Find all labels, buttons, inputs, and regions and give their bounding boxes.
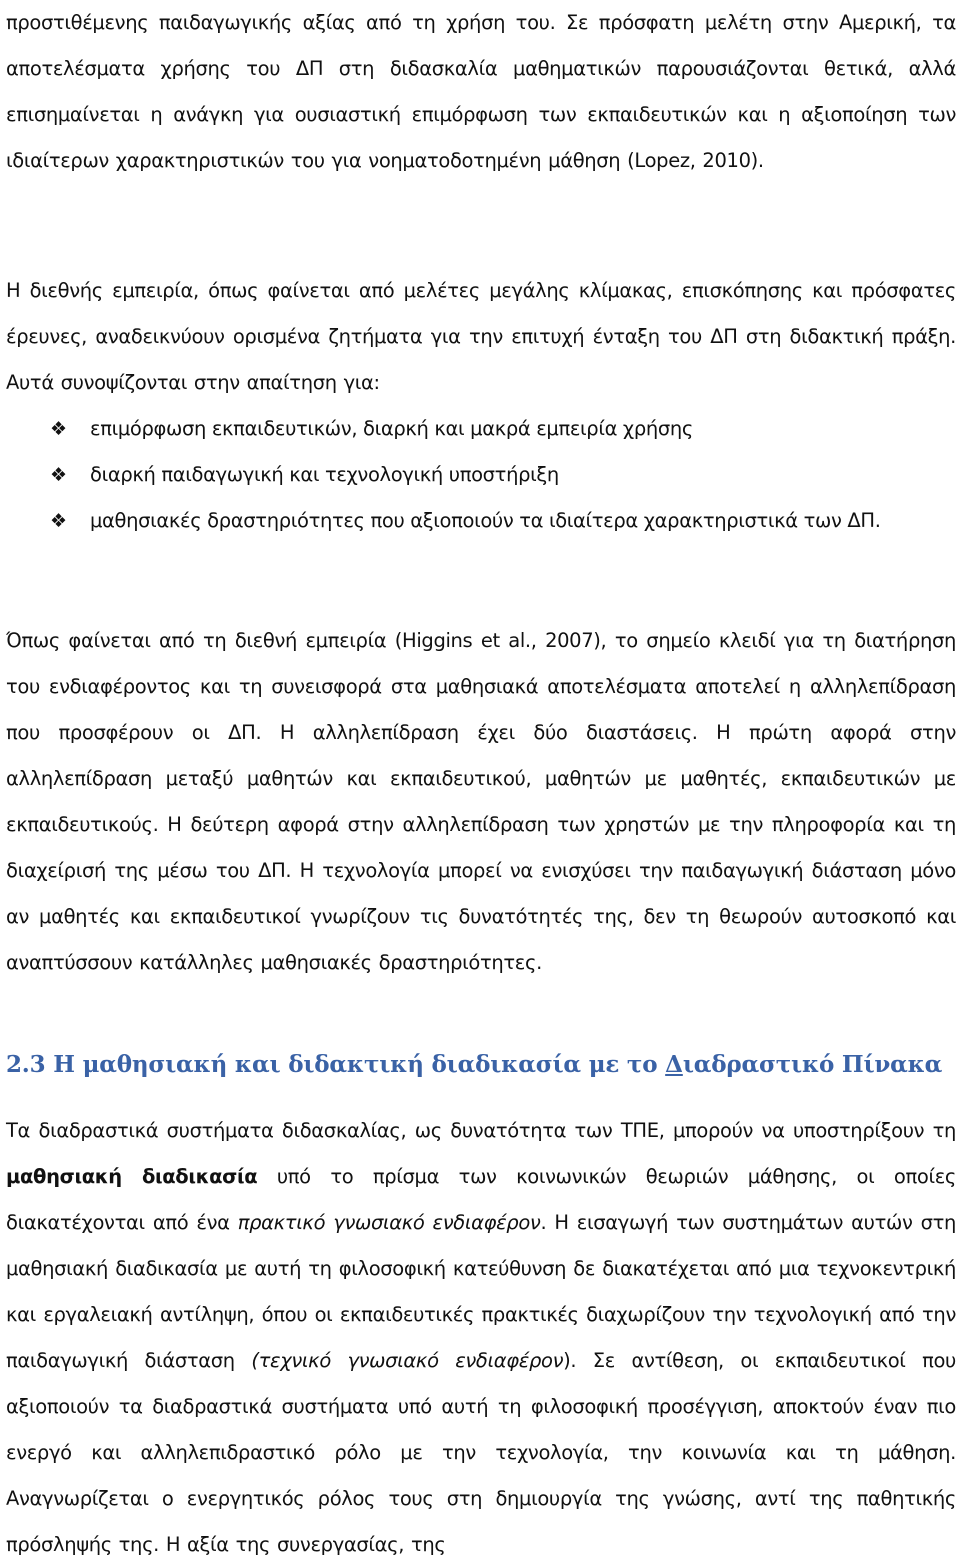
list-item-text: διαρκή παιδαγωγική και τεχνολογική υποστήριξη bbox=[90, 463, 559, 486]
diamond-bullet-icon: ❖ bbox=[50, 464, 67, 486]
section-heading bbox=[6, 1042, 942, 1088]
paragraph-interaction: Όπως φαίνεται από τη διεθνή εμπειρία (Higgins et al., 2007), το σημείο κλειδί για τη διατήρηση του ενδιαφέροντος και τη συνεισφορά στα μαθησιακά αποτελέσματα αποτελεί η αλληλεπίδραση που προσφέρουν οι ΔΠ. Η αλληλεπίδραση έχει δύο διαστάσεις. Η πρώτη αφορά στην αλληλεπίδραση μεταξύ μαθητών και εκπαιδευτικού, μαθητών με μαθητές, εκπαιδευτικών με εκπαιδευτικούς. Η δεύτερη αφορά στην αλληλεπίδραση των χρηστών με την πληροφορία και τη διαχείρισή της μέσω του ΔΠ. Η τεχνολογία μπορεί να ενισχύσει την παιδαγωγική διάσταση μόνο αν μαθητές και εκπαιδευτικοί γνωρίζουν τις δυνατότητές της, δεν τη θεωρούν αυτοσκοπό και αναπτύσσουν κατάλληλες μαθησιακές δραστηριότητες. bbox=[6, 629, 956, 974]
requirements-list bbox=[6, 406, 956, 544]
list-item bbox=[6, 498, 956, 544]
section-title-part: ιαδραστικό Πίνακα bbox=[682, 1051, 943, 1078]
paragraph-sentence: Σε πρόσφατη μελέτη στην Αμερική, τα αποτελέσματα χρήσης του ΔΠ στη διδασκαλία μαθηματικών παρουσιάζονται θετικά, αλλά επισημαίνεται η ανάγκη για ουσιαστική επιμόρφωση των εκπαιδευτικών και η αξιοποίηση των ιδιαίτερων χαρακτηριστικών του για νοηματοδοτημένη μάθηση (Lopez, 2010). bbox=[6, 11, 956, 172]
section-title-part: Η μαθησιακή και διδακτική διαδικασία με το bbox=[53, 1051, 658, 1078]
text-run: ). Σε αντίθεση, οι εκπαιδευτικοί που αξιοποιούν τα διαδραστικά συστήματα υπό αυτή τη φιλοσοφική προσέγγιση, αποκτούν έναν πιο ενεργό και αλληλεπιδραστικό ρόλο με την τεχνολογία, την κοινωνία και τη μάθηση. Αναγνωρίζεται ο ενεργητικός ρόλος τους στη δημιουργία της γνώσης, αντί της παθητικής πρόσληψής της. Η αξία της συνεργασίας, της bbox=[6, 1349, 956, 1556]
italic-term: (τεχνικό γνωσιακό ενδιαφέρον bbox=[251, 1349, 564, 1372]
list-item bbox=[6, 406, 956, 452]
diamond-bullet-icon: ❖ bbox=[50, 510, 67, 532]
paragraph-sentence: προστιθέμενης παιδαγωγικής αξίας από τη χρήση του. bbox=[6, 11, 556, 34]
italic-term: πρακτικό γνωσιακό ενδιαφέρον bbox=[237, 1211, 541, 1234]
paragraph-international-experience: Η διεθνής εμπειρία, όπως φαίνεται από μελέτες μεγάλης κλίμακας, επισκόπησης και πρόσφατες έρευνες, αναδεικνύουν ορισμένα ζητήματα για την επιτυχή ένταξη του ΔΠ στη διδακτική πράξη. Αυτά συνοψίζονται στην απαίτηση για: bbox=[6, 279, 956, 394]
paragraph-research-lopez bbox=[6, 0, 956, 184]
paragraph-learning-process bbox=[6, 1108, 956, 1568]
list-item-text: μαθησιακές δραστηριότητες που αξιοποιούν τα ιδιαίτερα χαρακτηριστικά των ΔΠ. bbox=[90, 509, 881, 532]
list-item bbox=[6, 452, 956, 498]
text-run: υπό το πρίσμα των κοινωνικών θεωριών μάθησης, οι οποίες διακατέχονται από ένα bbox=[6, 1165, 956, 1234]
text-run: Τα διαδραστικά συστήματα διδασκαλίας, ως δυνατότητα των ΤΠΕ, μπορούν να υποστηρίξουν τη bbox=[6, 1119, 956, 1142]
section-title-underlined: Δ bbox=[665, 1051, 683, 1078]
list-item-text: επιμόρφωση εκπαιδευτικών, διαρκή και μακρά εμπειρία χρήσης bbox=[90, 417, 693, 440]
bold-term: μαθησιακή διαδικασία bbox=[6, 1165, 258, 1188]
text-run: . Η εισαγωγή των συστημάτων αυτών στη μαθησιακή διαδικασία με αυτή τη φιλοσοφική κατεύθυνση δε διακατέχεται από μια τεχνοκεντρική και εργαλειακή αντίληψη, όπου οι εκπαιδευτικές πρακτικές διαχωρίζουν την τεχνολογική από την παιδαγωγική διάσταση bbox=[6, 1211, 956, 1372]
section-number: 2.3 bbox=[6, 1051, 46, 1078]
diamond-bullet-icon: ❖ bbox=[50, 418, 67, 440]
